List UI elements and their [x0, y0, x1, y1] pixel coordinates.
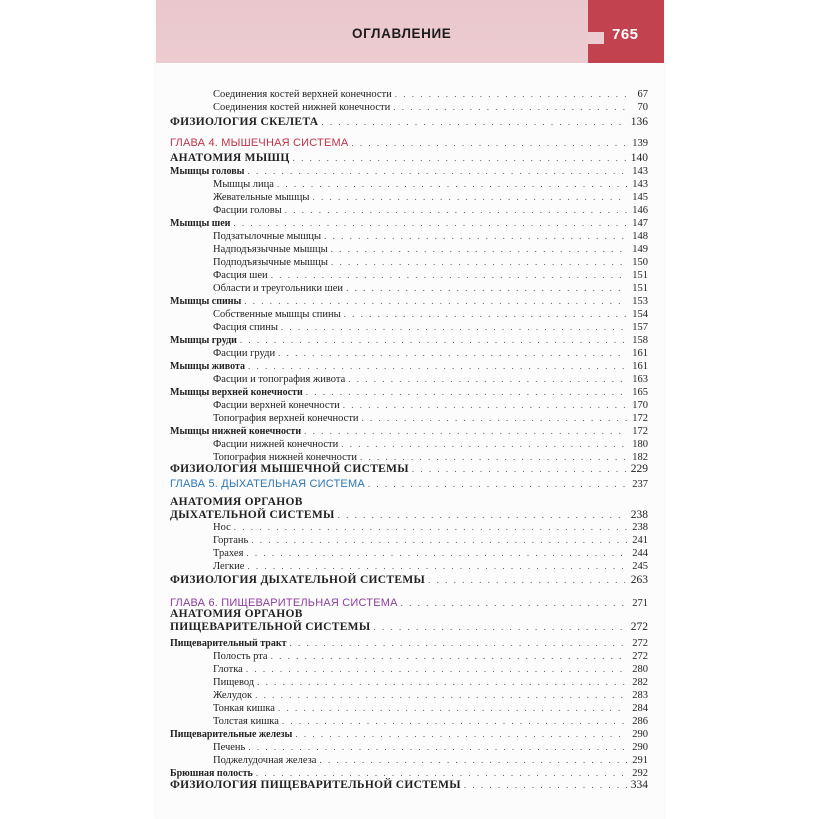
toc-chapter-heading [170, 137, 648, 150]
toc-entry-title-line: ДЫХАТЕЛЬНОЙ СИСТЕМЫ [170, 509, 335, 521]
toc-entry-title: Собственные мышцы спины [213, 309, 341, 320]
leader-dots [324, 230, 627, 243]
toc-page-number: 70 [637, 102, 648, 113]
toc-entry-title: Мышцы шеи [170, 218, 231, 229]
toc-page-number: 245 [632, 561, 648, 572]
leader-dots [248, 165, 628, 178]
toc-page-number: 165 [632, 387, 648, 398]
toc-entry-title: Тонкая кишка [213, 703, 275, 714]
toc-subentry [170, 534, 648, 547]
leader-dots [251, 534, 627, 547]
toc-page-number: 290 [632, 729, 648, 740]
leader-dots [464, 779, 627, 792]
toc-subentry [170, 308, 648, 321]
leader-dots [278, 347, 627, 360]
toc-page-number: 150 [632, 257, 648, 268]
leader-dots [281, 321, 627, 334]
leader-dots [343, 399, 627, 412]
toc-page-number: 180 [632, 439, 648, 450]
leader-dots [319, 754, 627, 767]
toc-entry-title: Поджелудочная железа [213, 755, 317, 766]
leader-dots [368, 478, 627, 491]
leader-dots [295, 728, 627, 741]
toc-entry-title: Фасции головы [213, 205, 282, 216]
leader-dots [428, 574, 627, 587]
toc-entry [170, 606, 648, 634]
toc-entry-title: Пищеварительный тракт [170, 638, 287, 649]
toc-entry-title: Нос [213, 522, 231, 533]
toc-page-number: 291 [632, 755, 648, 766]
toc-entry-title [170, 608, 370, 634]
toc-entry-title: Мышцы спины [170, 296, 242, 307]
leader-dots [344, 308, 627, 321]
toc-entry-title: Легкие [213, 561, 245, 572]
toc-subentry [170, 754, 648, 767]
leader-dots [346, 282, 627, 295]
page-title: ОГЛАВЛЕНИЕ [352, 26, 452, 41]
toc-page-number: 149 [632, 244, 648, 255]
toc-entry-title: Мышцы груди [170, 335, 237, 346]
toc-page-number: 143 [632, 166, 648, 177]
toc-entry-title: ФИЗИОЛОГИЯ СКЕЛЕТА [170, 116, 319, 128]
toc-entry-title: ФИЗИОЛОГИЯ ПИЩЕВАРИТЕЛЬНОЙ СИСТЕМЫ [170, 779, 461, 791]
toc-subentry [170, 178, 648, 191]
leader-dots [244, 295, 627, 308]
toc-page-number: 151 [632, 270, 648, 281]
toc-page-number: 147 [632, 218, 648, 229]
toc-page-number: 241 [632, 535, 648, 546]
leader-dots [348, 373, 627, 386]
toc-subentry [170, 88, 648, 101]
leader-dots [331, 243, 627, 256]
toc-entry-title [170, 496, 335, 522]
toc-entry-title: Фасции верхней конечности [213, 400, 340, 411]
toc-page-number: 151 [632, 283, 648, 294]
toc-entry-title: Фасции нижней конечности [213, 439, 339, 450]
leader-dots [304, 425, 627, 438]
toc-page-number: 272 [630, 621, 648, 633]
toc-entry-title: ГЛАВА 6. ПИЩЕВАРИТЕЛЬНАЯ СИСТЕМА [170, 597, 398, 609]
toc-subentry [170, 650, 648, 663]
toc-page-number: 139 [632, 138, 648, 149]
toc-page-number: 283 [632, 690, 648, 701]
toc-entry [170, 334, 648, 347]
toc-subentry [170, 676, 648, 689]
toc-entry [170, 217, 648, 230]
toc-page-number: 158 [632, 335, 648, 346]
toc-entry-title: ГЛАВА 4. МЫШЕЧНАЯ СИСТЕМА [170, 137, 349, 149]
toc-subentry [170, 547, 648, 560]
toc-entry-title: Фасция спины [213, 322, 278, 333]
toc-page-number: 334 [630, 779, 648, 791]
leader-dots [234, 521, 627, 534]
toc-entry-title: Фасция шеи [213, 270, 268, 281]
toc-page-number: 271 [632, 598, 648, 609]
toc-entry-title: Топография нижней конечности [213, 452, 357, 463]
toc-subentry [170, 282, 648, 295]
toc-entry-title-line: АНАТОМИЯ ОРГАНОВ [170, 496, 303, 508]
toc-page-number: 67 [637, 89, 648, 100]
toc-entry-title: ФИЗИОЛОГИЯ МЫШЕЧНОЙ СИСТЕМЫ [170, 463, 409, 475]
toc-entry-title: Подзатылочные мышцы [213, 231, 322, 242]
toc-entry-title: Подподъязычные мышцы [213, 257, 328, 268]
toc-subentry [170, 347, 648, 360]
leader-dots [248, 741, 627, 754]
toc-subentry [170, 702, 648, 715]
toc-entry-title-line: ПИЩЕВАРИТЕЛЬНОЙ СИСТЕМЫ [170, 621, 371, 633]
book-page [156, 0, 664, 819]
toc-subentry [170, 321, 648, 334]
toc-entry-title: Жевательные мышцы [213, 192, 310, 203]
toc-page-number: 161 [632, 361, 648, 372]
toc-entry [170, 494, 648, 522]
leader-dots [412, 463, 627, 476]
toc-entry-title: Брюшная полость [170, 768, 253, 779]
toc-page-number: 172 [632, 426, 648, 437]
toc-chapter-heading [170, 478, 648, 491]
leader-dots [246, 547, 627, 560]
toc-entry-title: Толстая кишка [213, 716, 279, 727]
toc-entry-title: Фасции и топография живота [213, 374, 346, 385]
toc-entry [170, 779, 648, 792]
leader-dots [246, 663, 627, 676]
toc-subentry [170, 256, 648, 269]
toc-subentry [170, 741, 648, 754]
toc-entry-title: Глотка [213, 664, 243, 675]
leader-dots [290, 637, 628, 650]
toc-subentry [170, 689, 648, 702]
toc-page-number: 284 [632, 703, 648, 714]
toc-entry-title: Мышцы нижней конечности [170, 426, 302, 437]
toc-entry-title: АНАТОМИЯ МЫШЦ [170, 152, 290, 164]
toc-page-number: 153 [632, 296, 648, 307]
toc-entry [170, 463, 648, 476]
toc-page-number: 172 [632, 413, 648, 424]
toc-entry-title: Печень [213, 742, 246, 753]
toc-page-number: 229 [630, 463, 648, 475]
toc-subentry [170, 438, 648, 451]
toc-entry-title: Гортань [213, 535, 249, 546]
toc-page-number: 238 [632, 522, 648, 533]
toc-page-number: 280 [632, 664, 648, 675]
toc-page-number: 170 [632, 400, 648, 411]
toc-entry [170, 574, 648, 587]
toc-page-number: 238 [630, 509, 648, 521]
toc-entry-title: ГЛАВА 5. ДЫХАТЕЛЬНАЯ СИСТЕМА [170, 478, 365, 490]
leader-dots [306, 386, 627, 399]
toc-subentry [170, 269, 648, 282]
leader-dots [395, 88, 627, 101]
leader-dots [271, 269, 627, 282]
toc-subentry [170, 101, 648, 114]
toc-entry-title: Соединения костей нижней конечности [213, 102, 391, 113]
toc-entry-title: Желудок [213, 690, 253, 701]
leader-dots [373, 621, 627, 634]
leader-dots [277, 178, 627, 191]
leader-dots [278, 702, 627, 715]
toc-entry [170, 116, 648, 129]
toc-page-number: 282 [632, 677, 648, 688]
leader-dots [271, 650, 627, 663]
page-number: 765 [612, 26, 639, 43]
toc-entry [170, 165, 648, 178]
toc-subentry [170, 399, 648, 412]
toc-page-number: 272 [632, 651, 648, 662]
toc-page-number: 145 [632, 192, 648, 203]
toc-page-number: 157 [632, 322, 648, 333]
toc-entry [170, 425, 648, 438]
toc-page-number: 272 [632, 638, 648, 649]
leader-dots [282, 715, 627, 728]
toc-entry-title: Топография верхней конечности [213, 413, 359, 424]
toc-entry-title: ФИЗИОЛОГИЯ ДЫХАТЕЛЬНОЙ СИСТЕМЫ [170, 574, 426, 586]
page-number-tab-notch [588, 32, 604, 44]
leader-dots [393, 101, 627, 114]
toc-subentry [170, 373, 648, 386]
leader-dots [362, 412, 627, 425]
toc-entry-title: Соединения костей верхней конечности [213, 89, 392, 100]
toc-entry [170, 152, 648, 165]
toc-subentry [170, 560, 648, 573]
toc-page-number: 292 [632, 768, 648, 779]
toc-entry-title: Мышцы живота [170, 361, 246, 372]
leader-dots [312, 191, 627, 204]
toc-page-number: 244 [632, 548, 648, 559]
toc-page-number: 182 [632, 452, 648, 463]
toc-subentry [170, 663, 648, 676]
leader-dots [285, 204, 627, 217]
toc-entry-title: Области и треугольники шеи [213, 283, 344, 294]
leader-dots [331, 256, 627, 269]
toc-page-number: 148 [632, 231, 648, 242]
toc-entry-title: Мышцы верхней конечности [170, 387, 303, 398]
toc-entry-title: Мышцы головы [170, 166, 245, 177]
toc-entry [170, 360, 648, 373]
toc-subentry [170, 230, 648, 243]
toc-page-number: 263 [630, 574, 648, 586]
leader-dots [240, 334, 627, 347]
toc-page-number: 161 [632, 348, 648, 359]
leader-dots [293, 152, 627, 165]
toc-entry-title: Трахея [213, 548, 244, 559]
toc-page-number: 163 [632, 374, 648, 385]
toc-page-number: 237 [632, 479, 648, 490]
toc-entry [170, 295, 648, 308]
toc-entry-title-line: АНАТОМИЯ ОРГАНОВ [170, 608, 303, 620]
leader-dots [255, 689, 627, 702]
toc-page-number: 136 [630, 116, 648, 128]
toc-page-number: 143 [632, 179, 648, 190]
toc-page-number: 290 [632, 742, 648, 753]
toc-subentry [170, 715, 648, 728]
leader-dots [248, 360, 627, 373]
toc-entry-title: Пищеварительные железы [170, 729, 293, 740]
toc-subentry [170, 204, 648, 217]
toc-page-number: 146 [632, 205, 648, 216]
toc-entry-title: Мышцы лица [213, 179, 274, 190]
toc-subentry [170, 412, 648, 425]
toc-entry [170, 728, 648, 741]
leader-dots [351, 137, 627, 150]
toc-page-number: 286 [632, 716, 648, 727]
leader-dots [257, 676, 627, 689]
leader-dots [247, 560, 627, 573]
toc-entry [170, 386, 648, 399]
toc-subentry [170, 521, 648, 534]
toc-entry-title: Полость рта [213, 651, 268, 662]
toc-entry [170, 637, 648, 650]
leader-dots [233, 217, 627, 230]
toc-entry-title: Пищевод [213, 677, 255, 688]
leader-dots [321, 116, 627, 129]
toc-entry-title: Надподъязычные мышцы [213, 244, 328, 255]
leader-dots [341, 438, 627, 451]
toc-subentry [170, 243, 648, 256]
toc-page-number: 154 [632, 309, 648, 320]
toc-subentry [170, 191, 648, 204]
toc-entry-title: Фасции груди [213, 348, 276, 359]
toc-page-number: 140 [630, 152, 648, 164]
